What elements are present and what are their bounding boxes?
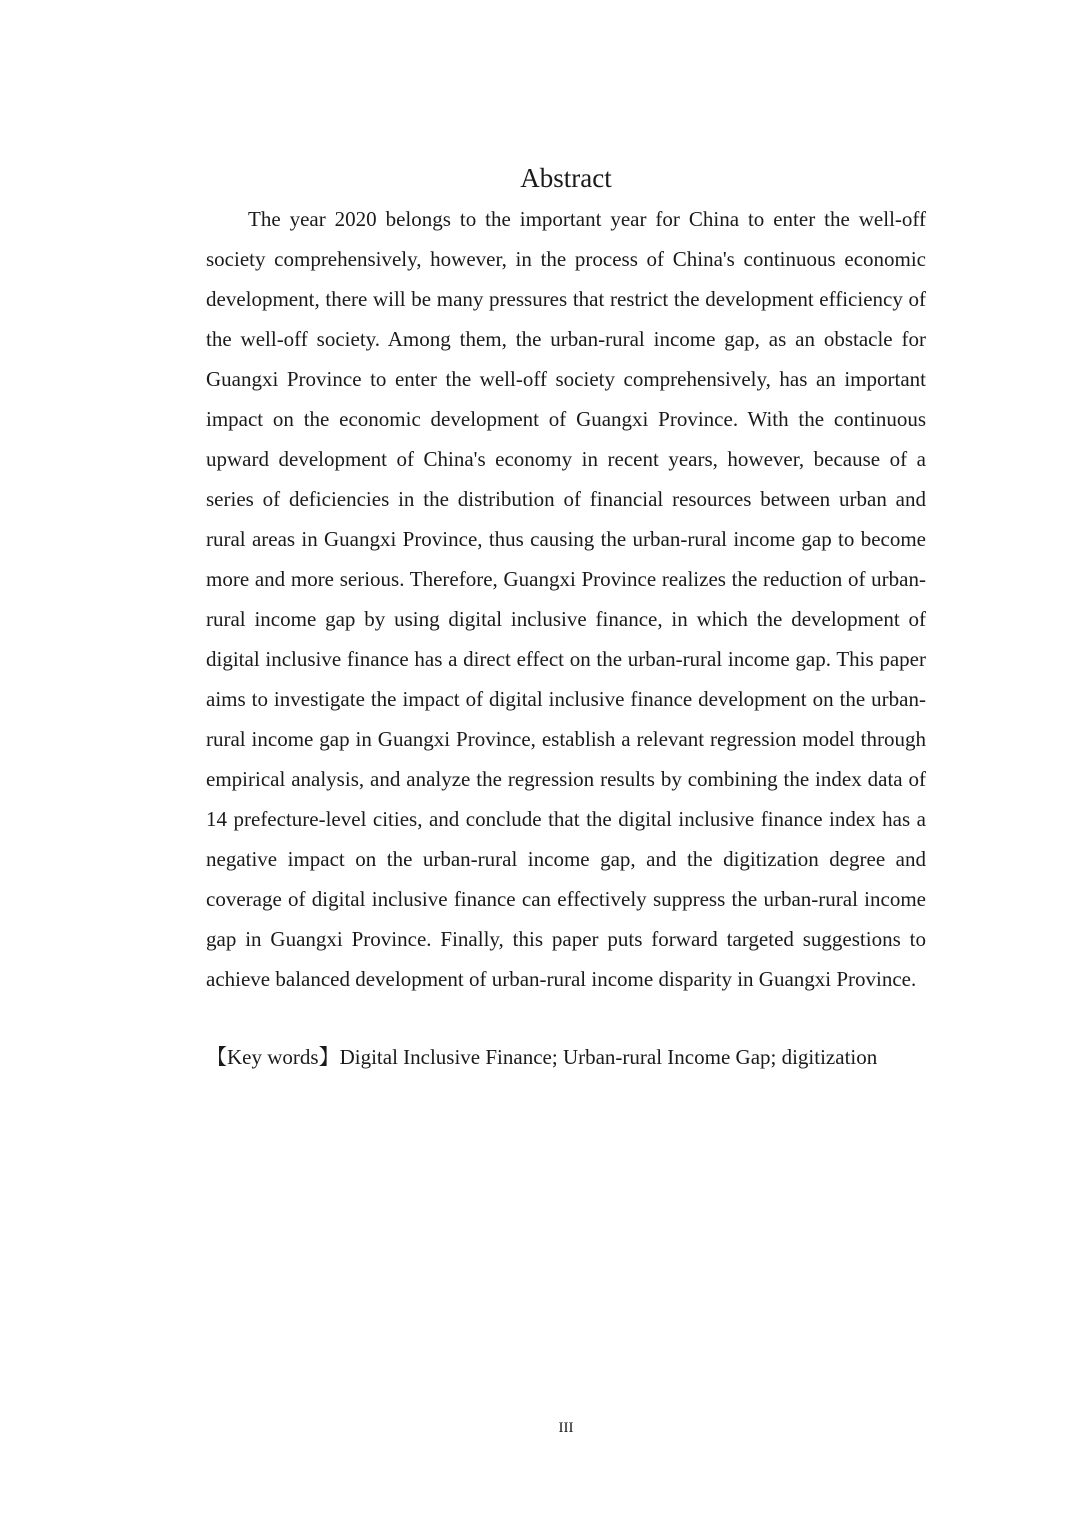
keywords-label: 【Key words】 [206, 1045, 340, 1069]
abstract-title: Abstract [520, 163, 612, 193]
keywords-line [206, 1037, 946, 1077]
abstract-body: The year 2020 belongs to the important year for China to enter the well-off society comprehensively, however, in the process of China's continuous economic development, there will be many pressures that restrict the development efficiency of the well-off society. Among them, the urban-rural income gap, as an obstacle for Guangxi Province to enter the well-off society comprehensively, has an important impact on the economic development of Guangxi Province. With the continuous upward development of China's economy in recent years, however, because of a series of deficiencies in the distribution of financial resources between urban and rural areas in Guangxi Province, thus causing the urban-rural income gap to become more and more serious. Therefore, Guangxi Province realizes the reduction of urban-rural income gap by using digital inclusive finance, in which the development of digital inclusive finance has a direct effect on the urban-rural income gap. This paper aims to investigate the impact of digital inclusive finance development on the urban-rural income gap in Guangxi Province, establish a relevant regression model through empirical analysis, and analyze the regression results by combining the index data of 14 prefecture-level cities, and conclude that the digital inclusive finance index has a negative impact on the urban-rural income gap, and the digitization degree and coverage of digital inclusive finance can effectively suppress the urban-rural income gap in Guangxi Province. Finally, this paper puts forward targeted suggestions to achieve balanced development of urban-rural income disparity in Guangxi Province. [206, 207, 926, 991]
keywords-list: Digital Inclusive Finance; Urban-rural Income Gap; digitization [339, 1045, 878, 1069]
page-number: III [558, 1420, 574, 1436]
